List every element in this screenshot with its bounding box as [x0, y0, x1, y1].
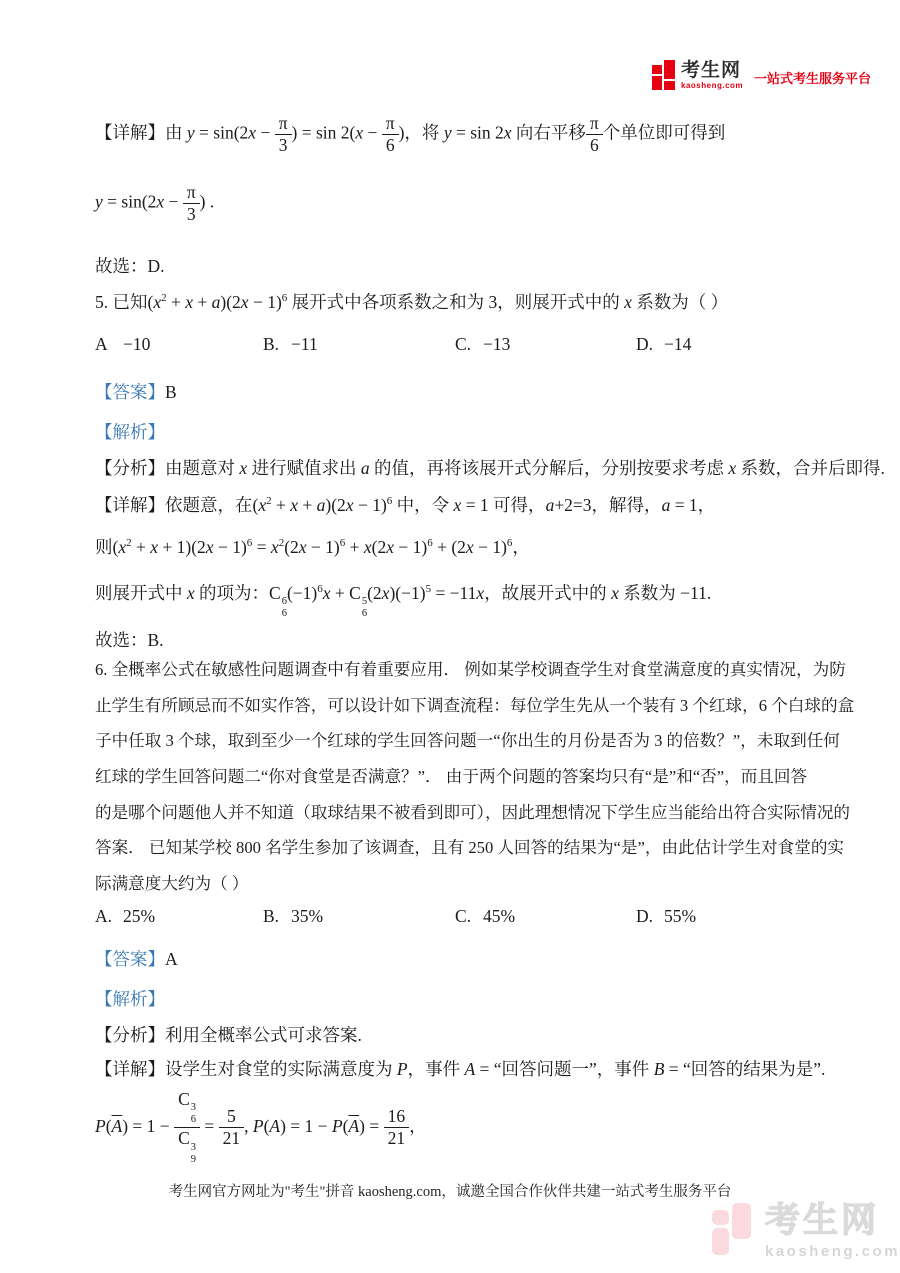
- var: x: [345, 495, 354, 515]
- text: 【详解】依题意，在: [95, 495, 253, 515]
- text: +: [345, 537, 364, 557]
- var: x: [239, 458, 248, 478]
- q5-options: [95, 334, 815, 360]
- fraction: [382, 114, 399, 155]
- var: a: [316, 495, 326, 515]
- option-label: D.: [636, 334, 654, 354]
- comb-sup: 5: [361, 596, 368, 608]
- combination-symbol: [349, 583, 368, 620]
- text: +: [298, 495, 317, 515]
- logo-block: [664, 60, 675, 79]
- comb-letter: C: [349, 583, 361, 603]
- text: 的项为：: [194, 583, 270, 603]
- var: x: [248, 122, 257, 143]
- text: 系数，合并后即得.: [736, 458, 885, 478]
- text: 则: [95, 537, 113, 557]
- exponent: 5: [425, 583, 432, 596]
- var: a: [360, 458, 370, 478]
- text: +: [193, 292, 212, 312]
- kaosheng-logo-icon: [652, 60, 676, 90]
- fraction-denominator: 6: [385, 134, 395, 155]
- text: (2: [367, 583, 382, 603]
- fraction-denominator: [174, 1128, 200, 1165]
- text: +2=3，解得，: [554, 495, 662, 515]
- text: +: [330, 583, 350, 603]
- logo-block: [732, 1203, 751, 1239]
- comb-letter: C: [178, 1128, 190, 1149]
- option-a: [95, 906, 155, 927]
- exponent: 6: [427, 537, 433, 550]
- var: x: [185, 292, 194, 312]
- logo-block: [664, 81, 675, 90]
- q5-title: [95, 289, 728, 314]
- comb-scripts: [191, 1102, 196, 1126]
- option-b: [263, 334, 318, 355]
- fraction: [384, 1107, 410, 1148]
- watermark-brand: 考生网: [765, 1201, 880, 1240]
- var: x: [386, 537, 395, 557]
- text: )，将: [398, 122, 444, 143]
- var: x: [118, 537, 127, 557]
- text: = −11: [431, 583, 477, 603]
- answer-label: 【答案】: [95, 382, 165, 402]
- var: x: [240, 292, 249, 312]
- text: = “回答问题一”，事件: [475, 1059, 654, 1079]
- text: (: [342, 1116, 349, 1137]
- var: x: [258, 495, 267, 515]
- option-c: [455, 906, 515, 927]
- text: (: [252, 495, 259, 515]
- fraction-denominator: 3: [186, 203, 196, 224]
- comb-sub: 9: [190, 1153, 196, 1165]
- exponent: 2: [161, 292, 167, 305]
- comb-scripts: [191, 1142, 196, 1166]
- var: x: [611, 583, 619, 603]
- exponent: 6: [317, 583, 323, 596]
- header-logo: [652, 60, 871, 90]
- kaosheng-watermark-icon: [712, 1203, 756, 1257]
- q6-answer-line: [95, 946, 178, 971]
- var: a: [545, 495, 555, 515]
- option-value: −10: [123, 334, 151, 354]
- var: x: [205, 537, 214, 557]
- q5-detail-line-3: [95, 580, 711, 620]
- comb-sup: 6: [281, 596, 287, 608]
- option-value: −13: [483, 334, 511, 354]
- text: = sin(2: [102, 191, 157, 212]
- comb-sup: 3: [190, 1141, 196, 1153]
- text: ，: [512, 537, 530, 557]
- option-d: [636, 906, 696, 927]
- fraction-numerator: 5: [219, 1107, 245, 1128]
- q6-detail-line: [95, 1056, 825, 1081]
- text: ) = sin 2(: [291, 122, 356, 143]
- text: − 1): [213, 537, 247, 557]
- q6-line: 6. 全概率公式在敏感性问题调查中有着重要应用． 例如某学校调查学生对食堂满意度的真实情况，为防: [95, 660, 846, 679]
- text: )(2: [220, 292, 241, 312]
- text: − 1): [353, 495, 387, 515]
- var-overline: $\overline{A}$: [111, 1116, 123, 1137]
- q6-line: 答案． 已知某学校 800 名学生参加了该调查，且有 250 人回答的结果为“是”，由此估计学生对食堂的实: [95, 838, 845, 858]
- q5-analysis-line: [95, 455, 885, 480]
- text: −: [256, 122, 275, 143]
- text: (2: [284, 537, 299, 557]
- text: ，事件: [407, 1059, 465, 1079]
- logo-text: [681, 61, 743, 90]
- text: 则展开式中: [95, 583, 187, 603]
- text: 【详解】由: [95, 122, 187, 143]
- option-label: D.: [636, 906, 654, 926]
- watermark-domain: kaosheng.com: [765, 1243, 900, 1260]
- logo-block: [712, 1210, 729, 1225]
- text: 系数为 −11.: [618, 583, 712, 603]
- text: 向右平移: [511, 122, 586, 143]
- var-overline: $\overline{A}$: [348, 1116, 360, 1137]
- text: = sin(2: [194, 122, 249, 143]
- fraction-numerator: [174, 1090, 200, 1128]
- comb-sub: 6: [361, 608, 368, 620]
- q4-choice: 故选：D.: [95, 256, 165, 276]
- text: = 1，: [670, 495, 716, 515]
- text: +: [131, 537, 151, 557]
- text: ) .: [199, 191, 215, 212]
- text: 进行赋值求出: [247, 458, 361, 478]
- option-c: [455, 334, 510, 355]
- option-value: −11: [291, 334, 318, 354]
- text: (2: [371, 537, 387, 557]
- text: ) =: [359, 1116, 384, 1137]
- text: = sin 2: [451, 122, 504, 143]
- fraction-numerator: 16: [384, 1107, 410, 1128]
- var: x: [381, 583, 390, 603]
- text: − 1): [248, 292, 282, 312]
- fraction-numerator: π: [586, 114, 603, 135]
- var: x: [298, 537, 307, 557]
- q4-result-line: [95, 183, 214, 224]
- watermark-text: [765, 1203, 900, 1260]
- var: P: [252, 1116, 264, 1137]
- var: a: [661, 495, 671, 515]
- logo-block: [652, 65, 662, 74]
- text: ，故展开式中的: [484, 583, 612, 603]
- var: x: [476, 583, 485, 603]
- text: ) = 1 −: [122, 1116, 175, 1137]
- q6-line: 子中任取 3 个球，取到至少一个红球的学生回答问题一“你出生的月份是否为 3 的倍数？”，未取到任何: [95, 731, 840, 751]
- comb-letter: C: [269, 583, 281, 603]
- text: +: [271, 495, 291, 515]
- q6-question-paragraph: [95, 652, 854, 902]
- option-value: 55%: [664, 906, 697, 926]
- fraction-denominator: 21: [222, 1128, 241, 1149]
- exponent: 6: [339, 537, 346, 550]
- var: x: [270, 537, 279, 557]
- text: − 1): [473, 537, 507, 557]
- var: P: [396, 1059, 408, 1079]
- text: +: [166, 292, 186, 312]
- comb-letter: C: [178, 1089, 190, 1109]
- exponent: 6: [386, 495, 393, 508]
- comb-sup: 3: [190, 1102, 196, 1114]
- q5-choice: 故选：B.: [95, 630, 164, 650]
- fraction: [586, 114, 603, 155]
- text: − 1): [306, 537, 340, 557]
- var: x: [465, 537, 474, 557]
- fraction: [183, 183, 200, 224]
- text: + 1)(2: [158, 537, 206, 557]
- text: = 1 可得，: [461, 495, 546, 515]
- option-value: 45%: [483, 906, 516, 926]
- var: x: [363, 537, 372, 557]
- var: x: [156, 191, 165, 212]
- fraction-denominator: 6: [589, 134, 599, 155]
- var: x: [290, 495, 299, 515]
- text: =: [200, 1116, 219, 1137]
- var: x: [322, 583, 331, 603]
- text: 个单位即可得到: [602, 122, 726, 143]
- var: x: [503, 122, 512, 143]
- var: B: [653, 1059, 665, 1079]
- var: x: [153, 292, 162, 312]
- text: − 1): [394, 537, 428, 557]
- q6-line: 的是哪个问题他人并不知道（取球结果不被看到即可），因此理想情况下学生应当能给出符合实际情况的: [95, 802, 851, 822]
- q5-detail-line-2: [95, 534, 530, 559]
- option-label: B.: [263, 906, 280, 926]
- fraction-numerator: π: [382, 114, 399, 135]
- text: )(2: [325, 495, 346, 515]
- var: x: [186, 583, 195, 603]
- answer-value: B: [165, 382, 177, 402]
- option-d: [636, 334, 691, 355]
- text: −: [164, 191, 183, 212]
- option-label: A.: [95, 906, 113, 926]
- var: A: [269, 1116, 281, 1137]
- fraction-numerator: π: [183, 183, 200, 204]
- var: P: [95, 1116, 106, 1137]
- text: ,: [244, 1116, 253, 1137]
- var: P: [331, 1116, 343, 1137]
- var: x: [150, 537, 159, 557]
- exponent: 6: [281, 292, 288, 305]
- brand-tagline: 一站式考生服务平台: [754, 71, 872, 86]
- text: (: [112, 537, 119, 557]
- text: ，: [409, 1116, 427, 1137]
- var: a: [211, 292, 221, 312]
- option-label: C.: [455, 906, 472, 926]
- brand-name: 考生网: [681, 59, 742, 81]
- var: y: [95, 191, 103, 212]
- exponent: 2: [126, 537, 132, 550]
- option-label: C.: [455, 334, 472, 354]
- var: y: [443, 122, 452, 143]
- q6-line: 红球的学生回答问题二“你对食堂是否满意？”． 由于两个问题的答案均只有“是”和“否”，而且回答: [95, 767, 808, 787]
- var: A: [464, 1059, 476, 1079]
- option-b: [263, 906, 323, 927]
- text: (: [263, 1116, 270, 1137]
- var: y: [186, 122, 195, 143]
- footer-text: 考生网官方网址为"考生"拼音 kaosheng.com，诚邀全国合作伙伴共建一站式考生服务平台: [168, 1184, 732, 1200]
- q6-line: 际满意度大约为（ ）: [95, 874, 249, 894]
- logo-block: [652, 76, 662, 90]
- var: x: [728, 458, 737, 478]
- option-label: A: [95, 334, 108, 354]
- option-value: 25%: [123, 906, 156, 926]
- text: 【分析】由题意对: [95, 458, 240, 478]
- text: (: [105, 1116, 112, 1137]
- q5-detail-line-1: [95, 492, 715, 517]
- exponent: 2: [266, 495, 272, 508]
- text: 中，令: [392, 495, 454, 515]
- comb-sub: 6: [190, 1114, 196, 1126]
- answer-label: 【答案】: [95, 949, 165, 969]
- option-value: −14: [664, 334, 692, 354]
- q6-formula-line: [95, 1090, 427, 1166]
- text: 的值，再将该展开式分解后，分别按要求考虑: [369, 458, 729, 478]
- text: 5. 已知: [95, 292, 148, 312]
- var: x: [355, 122, 364, 143]
- option-label: B.: [263, 334, 280, 354]
- var: x: [624, 292, 632, 312]
- text: + (2: [432, 537, 466, 557]
- watermark: [712, 1203, 900, 1260]
- brand-domain: kaosheng.com: [681, 80, 744, 90]
- q5-answer-line: [95, 379, 177, 404]
- exponent: 2: [278, 537, 285, 550]
- q4-detail-line: [95, 114, 725, 155]
- q6-jiexi-label: 【解析】: [95, 989, 165, 1009]
- logo-block: [712, 1228, 729, 1255]
- text: 【详解】设学生对食堂的实际满意度为: [95, 1059, 397, 1079]
- fraction: [275, 114, 292, 155]
- exponent: 6: [246, 537, 253, 550]
- text: = “回答的结果为是”.: [664, 1059, 826, 1079]
- fraction: [174, 1090, 200, 1166]
- fraction-denominator: 21: [387, 1128, 406, 1149]
- text: 系数为（ ）: [631, 292, 729, 312]
- text: (: [147, 292, 154, 312]
- text: =: [252, 537, 271, 557]
- fraction-denominator: 3: [278, 134, 288, 155]
- exponent: 6: [506, 537, 513, 550]
- text: ) = 1 −: [280, 1116, 332, 1137]
- text: )(−1): [389, 583, 426, 603]
- text: 展开式中各项系数之和为 3，则展开式中的: [287, 292, 625, 312]
- var: x: [453, 495, 462, 515]
- q6-options: [95, 906, 815, 932]
- combination-symbol: [269, 583, 287, 620]
- text: (−1): [286, 583, 318, 603]
- text: −: [363, 122, 382, 143]
- option-value: 35%: [291, 906, 324, 926]
- q5-jiexi-label: 【解析】: [95, 422, 165, 442]
- q6-line: 止学生有所顾忌而不如实作答，可以设计如下调查流程：每位学生先从一个装有 3 个红球，6 个白球的盒: [95, 695, 855, 715]
- comb-sub: 6: [281, 608, 287, 620]
- fraction-numerator: π: [275, 114, 292, 135]
- fraction: [219, 1107, 245, 1148]
- answer-value: A: [165, 949, 178, 969]
- option-a: [95, 334, 150, 355]
- q6-analysis-line: 【分析】利用全概率公式可求答案.: [95, 1025, 362, 1045]
